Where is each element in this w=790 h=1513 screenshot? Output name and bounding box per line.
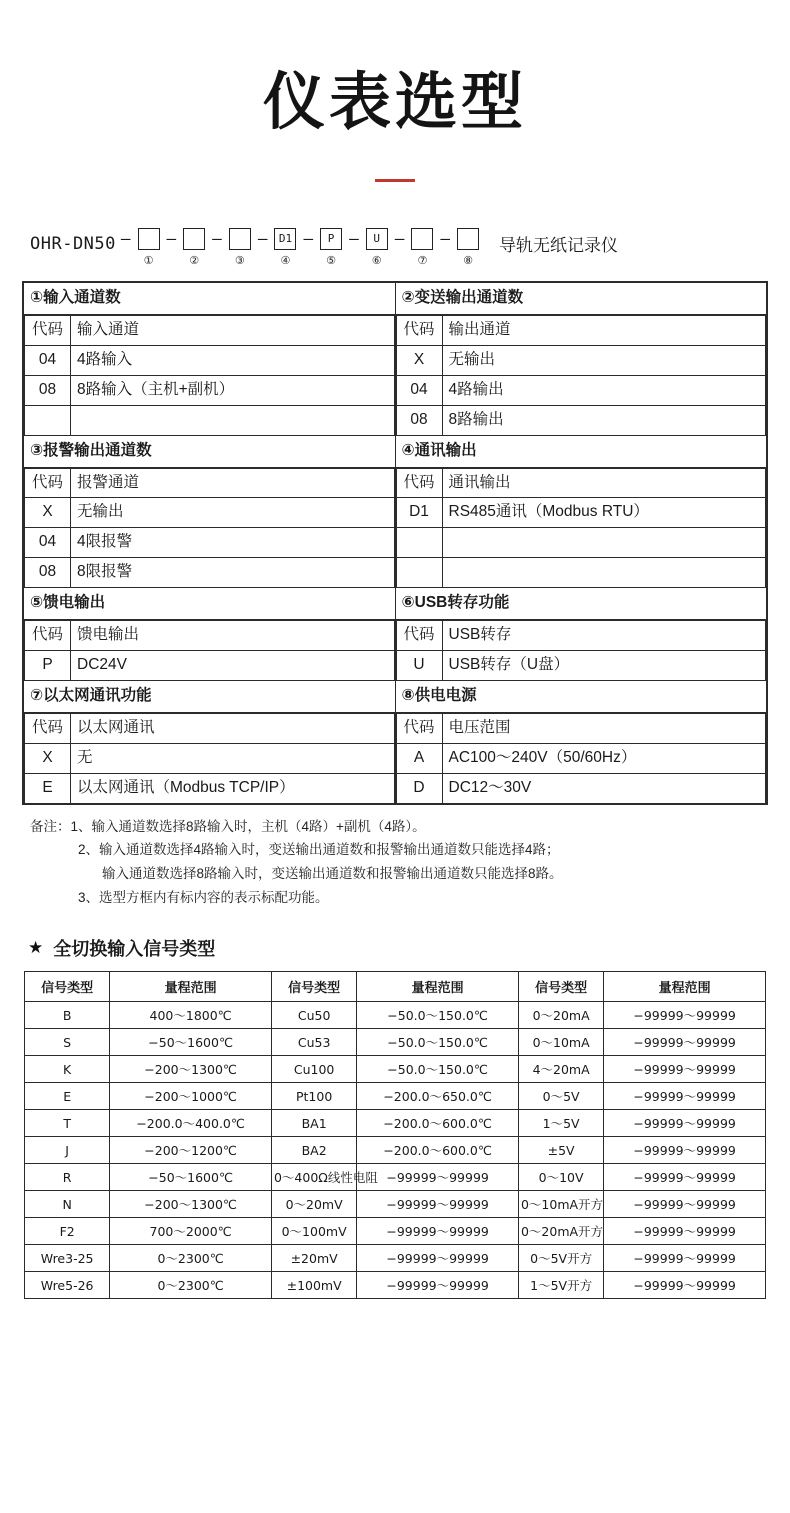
code-separator: – [120, 229, 131, 248]
signal-title-text: 全切换输入信号类型 [53, 939, 216, 960]
notes-block [30, 815, 760, 910]
code-slot-2[interactable] [177, 228, 211, 267]
cell: −50.0～150.0℃ [357, 1029, 519, 1056]
code-separator: – [394, 229, 405, 248]
table-row [24, 314, 767, 435]
cell: ±20mV [271, 1245, 356, 1272]
notes-line-4: 3、选型方框内有标内容的表示标配功能。 [78, 889, 329, 905]
table-row [24, 283, 767, 315]
col-header: 信号类型 [25, 972, 110, 1002]
code-num-5: ⑤ [326, 255, 337, 267]
cell: −99999～99999 [604, 1245, 766, 1272]
cell: −50～1600℃ [110, 1164, 272, 1191]
cell: −200.0～600.0℃ [357, 1110, 519, 1137]
table-row [396, 558, 766, 587]
col-header-code-7: 代码 [25, 713, 71, 743]
table-row [25, 651, 395, 680]
col-header: 量程范围 [357, 972, 519, 1002]
signal-section-title [28, 935, 790, 961]
table-row [396, 375, 766, 405]
cell: 0～400Ω线性电阻 [271, 1164, 356, 1191]
code-cell: D1 [396, 498, 442, 528]
code-num-8: ⑧ [463, 255, 473, 267]
section-head-8: ⑧供电电源 [395, 680, 767, 712]
col-header-code-2: 代码 [396, 315, 442, 345]
code-num-2: ② [189, 255, 200, 267]
table-row [396, 315, 766, 345]
code-cell: 08 [396, 405, 442, 434]
col-header-code-8: 代码 [396, 713, 442, 743]
code-separator: – [257, 229, 268, 248]
col-header-desc-1: 输入通道 [71, 315, 395, 345]
code-num-1: ① [143, 255, 154, 267]
cell: 700～2000℃ [110, 1218, 272, 1245]
cell: 400～1800℃ [110, 1002, 272, 1029]
code-num-4: ④ [280, 255, 291, 267]
col-header-desc-7: 以太网通讯 [71, 713, 395, 743]
code-cell: X [25, 498, 71, 528]
cell: −200.0～400.0℃ [110, 1110, 272, 1137]
cell: −99999～99999 [604, 1083, 766, 1110]
section-body-1 [24, 314, 396, 435]
table-row [25, 1056, 766, 1083]
col-header-code-1: 代码 [25, 315, 71, 345]
cell: −200～1300℃ [110, 1191, 272, 1218]
table-row [25, 1191, 766, 1218]
table-row [25, 1272, 766, 1299]
col-header-desc-6: USB转存 [442, 621, 766, 651]
notes-line-3: 输入通道数选择8路输入时，变送输出通道数和报警输出通道数只能选择8路。 [102, 865, 563, 881]
table-row [25, 1218, 766, 1245]
code-cell-empty [25, 405, 71, 434]
table-row [25, 713, 395, 743]
table-row [25, 621, 395, 651]
notes-line-2: 2、输入通道数选择4路输入时，变送输出通道数和报警输出通道数只能选择4路； [78, 842, 560, 858]
table-row [25, 315, 395, 345]
cell: F2 [25, 1218, 110, 1245]
cell: −50.0～150.0℃ [357, 1056, 519, 1083]
code-cell: X [25, 743, 71, 773]
table-row [25, 1110, 766, 1137]
section-head-3: ③报警输出通道数 [24, 435, 396, 467]
code-cell: A [396, 743, 442, 773]
section-head-6: ⑥USB转存功能 [395, 588, 767, 620]
code-separator: – [303, 229, 314, 248]
cell: 0～20mA [518, 1002, 603, 1029]
col-header: 信号类型 [271, 972, 356, 1002]
section-body-3 [24, 467, 396, 588]
cell: 4～20mA [518, 1056, 603, 1083]
code-separator: – [440, 229, 451, 248]
desc-cell: 8限报警 [71, 558, 395, 587]
table-row [24, 588, 767, 620]
desc-cell: USB转存（U盘） [442, 651, 766, 680]
cell: −99999～99999 [357, 1272, 519, 1299]
desc-cell: 无输出 [71, 498, 395, 528]
code-separator: – [349, 229, 359, 248]
cell: −99999～99999 [604, 1137, 766, 1164]
cell: 0～2300℃ [110, 1245, 272, 1272]
desc-cell: 4路输入 [71, 345, 395, 375]
code-cell: 08 [25, 558, 71, 587]
code-cell: 04 [25, 528, 71, 558]
table-row [24, 620, 767, 681]
notes-label: 备注： [30, 818, 71, 834]
star-icon: ★ [28, 938, 44, 958]
cell: B [25, 1002, 110, 1029]
cell: 1～5V开方 [518, 1272, 603, 1299]
table-row [25, 345, 395, 375]
cell: −50.0～150.0℃ [357, 1002, 519, 1029]
cell: 0～10mA [518, 1029, 603, 1056]
table-row [396, 713, 766, 743]
code-slot-4[interactable] [268, 228, 302, 267]
col-header-desc-2: 输出通道 [442, 315, 766, 345]
cell: E [25, 1083, 110, 1110]
code-cell-empty [396, 528, 442, 558]
cell: 0～10mA开方 [518, 1191, 603, 1218]
section-head-7: ⑦以太网通讯功能 [24, 680, 396, 712]
cell: K [25, 1056, 110, 1083]
cell: Wre3-25 [25, 1245, 110, 1272]
title-divider [375, 179, 415, 182]
code-cell: P [25, 651, 71, 680]
code-cell: 08 [25, 375, 71, 405]
desc-cell: RS485通讯（Modbus RTU） [442, 498, 766, 528]
desc-cell-empty [442, 528, 766, 558]
desc-cell: 8路输出 [442, 405, 766, 434]
code-cell: U [396, 651, 442, 680]
table-row [396, 405, 766, 434]
desc-cell: 8路输入（主机+副机） [71, 375, 395, 405]
cell: 0～10V [518, 1164, 603, 1191]
code-num-7: ⑦ [417, 255, 428, 267]
model-code-row [0, 228, 790, 267]
section-body-7 [24, 712, 396, 803]
cell: 0～20mA开方 [518, 1218, 603, 1245]
cell: −200～1300℃ [110, 1056, 272, 1083]
code-cell-empty [396, 558, 442, 587]
cell: BA1 [271, 1110, 356, 1137]
cell: Cu50 [271, 1002, 356, 1029]
desc-cell: DC12～30V [442, 773, 766, 802]
col-header-code-6: 代码 [396, 621, 442, 651]
cell: −99999～99999 [604, 1191, 766, 1218]
code-slot-1[interactable] [132, 228, 166, 267]
code-box-5[interactable]: P [320, 228, 342, 250]
section-body-2 [395, 314, 767, 435]
col-header-desc-8: 电压范围 [442, 713, 766, 743]
col-header: 量程范围 [604, 972, 766, 1002]
col-header-desc-3: 报警通道 [71, 468, 395, 498]
table-row [396, 621, 766, 651]
table-row [396, 528, 766, 558]
cell: ±100mV [271, 1272, 356, 1299]
cell: −200～1200℃ [110, 1137, 272, 1164]
cell: −99999～99999 [604, 1110, 766, 1137]
col-header-desc-5: 馈电输出 [71, 621, 395, 651]
code-slot-5[interactable] [314, 228, 348, 267]
desc-cell: 4限报警 [71, 528, 395, 558]
cell: 0～5V [518, 1083, 603, 1110]
col-header: 量程范围 [110, 972, 272, 1002]
cell: −99999～99999 [604, 1002, 766, 1029]
code-box-3[interactable] [229, 228, 251, 250]
cell: R [25, 1164, 110, 1191]
model-description: 导轨无纸记录仪 [499, 236, 619, 255]
cell: −99999～99999 [604, 1218, 766, 1245]
col-header: 信号类型 [518, 972, 603, 1002]
cell: J [25, 1137, 110, 1164]
notes-text-1: 1、输入通道数选择8路输入时，主机（4路）+副机（4路）。 [70, 818, 426, 834]
cell: Pt100 [271, 1083, 356, 1110]
signal-table [24, 971, 766, 1299]
desc-cell-empty [442, 558, 766, 587]
table-row [25, 1029, 766, 1056]
table-row [25, 773, 395, 802]
cell: Cu53 [271, 1029, 356, 1056]
table-row [25, 1083, 766, 1110]
page-title: 仪表选型 [262, 65, 527, 138]
code-cell: X [396, 345, 442, 375]
code-box-4[interactable]: D1 [274, 228, 296, 250]
cell: −200～1000℃ [110, 1083, 272, 1110]
table-row [396, 498, 766, 528]
cell: Cu100 [271, 1056, 356, 1083]
cell: −99999～99999 [604, 1056, 766, 1083]
cell: S [25, 1029, 110, 1056]
table-row [396, 773, 766, 802]
code-num-3: ③ [234, 255, 245, 267]
table-row [25, 1164, 766, 1191]
code-box-1[interactable] [138, 228, 160, 250]
code-box-8[interactable] [457, 228, 479, 250]
code-slot-3[interactable] [223, 228, 257, 267]
cell: −99999～99999 [604, 1029, 766, 1056]
col-header-desc-4: 通讯输出 [442, 468, 766, 498]
code-slot-6[interactable] [360, 228, 394, 267]
section-body-5 [24, 620, 396, 681]
cell: −99999～99999 [604, 1272, 766, 1299]
model-code-sequence [120, 228, 485, 267]
cell: −99999～99999 [357, 1164, 519, 1191]
desc-cell: 以太网通讯（Modbus TCP/IP） [71, 773, 395, 802]
table-row [25, 468, 395, 498]
cell: 1～5V [518, 1110, 603, 1137]
cell: −99999～99999 [357, 1218, 519, 1245]
desc-cell: 4路输出 [442, 375, 766, 405]
table-header-row [25, 972, 766, 1002]
selection-table [22, 281, 768, 805]
table-row [24, 435, 767, 467]
cell: 0～100mV [271, 1218, 356, 1245]
cell: −99999～99999 [604, 1164, 766, 1191]
code-box-7[interactable] [411, 228, 433, 250]
cell: 0～20mV [271, 1191, 356, 1218]
cell: 0～2300℃ [110, 1272, 272, 1299]
code-separator: – [166, 229, 177, 248]
section-body-8 [395, 712, 767, 803]
col-header-code-5: 代码 [25, 621, 71, 651]
cell: −50～1600℃ [110, 1029, 272, 1056]
cell: BA2 [271, 1137, 356, 1164]
section-body-6 [395, 620, 767, 681]
code-slot-8[interactable] [451, 228, 485, 267]
table-row [25, 498, 395, 528]
code-box-6[interactable]: U [366, 228, 388, 250]
table-row [396, 743, 766, 773]
code-cell: E [25, 773, 71, 802]
table-row [25, 1137, 766, 1164]
cell: Wre5-26 [25, 1272, 110, 1299]
cell: −200.0～600.0℃ [357, 1137, 519, 1164]
cell: −99999～99999 [357, 1245, 519, 1272]
table-row [25, 405, 395, 434]
table-row [25, 1245, 766, 1272]
table-row [396, 345, 766, 375]
code-slot-7[interactable] [405, 228, 439, 267]
table-row [25, 743, 395, 773]
desc-cell-empty [71, 405, 395, 434]
cell: −200.0～650.0℃ [357, 1083, 519, 1110]
code-box-2[interactable] [183, 228, 205, 250]
code-cell: 04 [396, 375, 442, 405]
table-row [396, 651, 766, 680]
desc-cell: AC100～240V（50/60Hz） [442, 743, 766, 773]
section-head-2: ②变送输出通道数 [395, 283, 767, 315]
model-name: OHR-DN50 [30, 234, 116, 254]
section-head-5: ⑤馈电输出 [24, 588, 396, 620]
table-row [24, 467, 767, 588]
code-separator: – [212, 229, 222, 248]
desc-cell: 无输出 [442, 345, 766, 375]
table-row [25, 558, 395, 587]
cell: 0～5V开方 [518, 1245, 603, 1272]
section-body-4 [395, 467, 767, 588]
table-row [396, 468, 766, 498]
cell: N [25, 1191, 110, 1218]
signal-table-wrap [24, 971, 766, 1299]
section-head-4: ④通讯输出 [395, 435, 767, 467]
cell: T [25, 1110, 110, 1137]
code-cell: D [396, 773, 442, 802]
desc-cell: 无 [71, 743, 395, 773]
col-header-code-3: 代码 [25, 468, 71, 498]
table-row [25, 528, 395, 558]
table-row [25, 1002, 766, 1029]
section-head-1: ①输入通道数 [24, 283, 396, 315]
notes-line-1 [30, 815, 760, 839]
code-num-6: ⑥ [371, 255, 382, 267]
cell: ±5V [518, 1137, 603, 1164]
code-cell: 04 [25, 345, 71, 375]
cell: −99999～99999 [357, 1191, 519, 1218]
table-row [25, 375, 395, 405]
table-row [24, 712, 767, 803]
table-row [24, 680, 767, 712]
desc-cell: DC24V [71, 651, 395, 680]
col-header-code-4: 代码 [396, 468, 442, 498]
